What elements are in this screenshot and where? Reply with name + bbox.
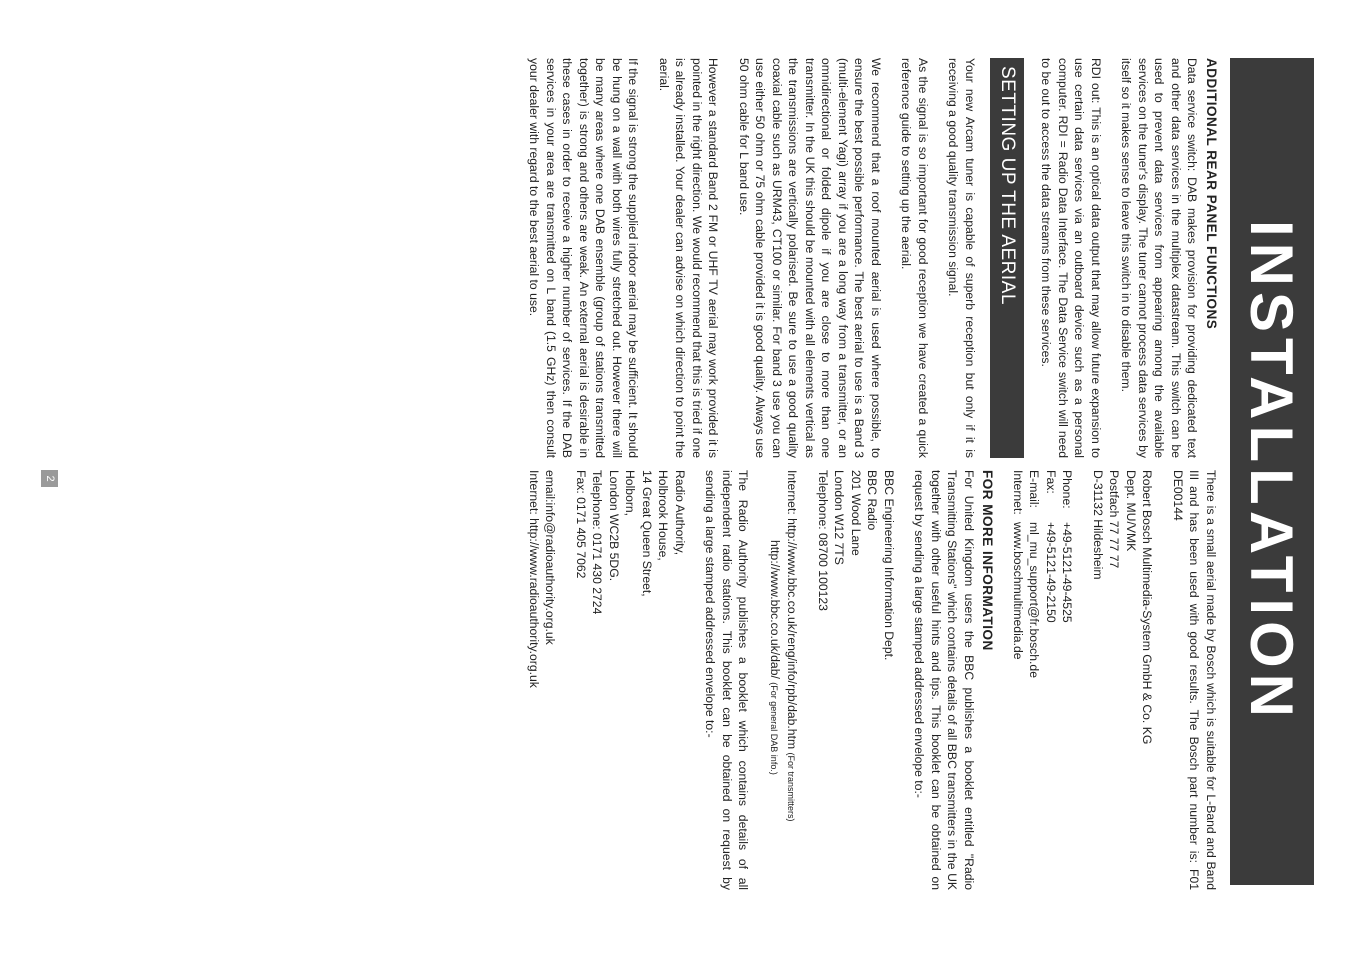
aerial-section-heading: SETTING UP THE AERIAL [990,58,1024,458]
contact-label: Fax: [1044,470,1058,494]
bbc-internet [766,470,801,890]
right-column [526,470,1220,890]
address-line: BBC Radio [865,470,880,531]
indoor-aerial-paragraph: If the signal is strong the supplied indoor aerial may be sufficient. It should be hung on a wall with both wires fully stretched out. However there will be many areas where one DAB ensemble (group of stations transmitted together) is strong and others are weak. An external aerial is desirable in these cases in order to receive a higher number of services. If the DAB services in your area are transmitted on L band (1.5 GHz) then consult your dealer with regard to the best aerial to use. [527,58,641,458]
address-line: London WC2B 5DG. [607,470,621,582]
rear-panel-heading: ADDITIONAL REAR PANEL FUNCTIONS [1204,58,1219,330]
address-line: 14 Great Queen Street, [640,470,654,597]
contact-row [1059,470,1076,890]
rdi-paragraph: RDI out: This is an optical data output that may allow future expansion to use certain data services via an outboard device such as a personal computer. RDI = Radio Data Interface. The Data Service switch will need to be out to access the data streams from these services. [1039,58,1103,458]
address-line: Telephone: 08700 100123 [816,470,830,611]
contact-value: +49-5121-49-2150 [1044,522,1058,623]
data-service-paragraph: Data service switch: DAB makes provision for providing dedicated text and other data services in the multiplex datastream. This switch can be used to prevent data services from appearing among the available services on the tuner's display. The tuner cannot process data services by itself so it makes sense to leave this switch in to disable them. [1119,58,1200,458]
ra-internet-link[interactable]: Internet: http://www.radioauthority.org.uk [527,470,541,688]
bbc-address [815,470,898,890]
contact-row [1043,470,1060,890]
address-line: Holbrook House, [656,470,671,561]
link-note: (For transmitters) [786,752,797,822]
radio-authority-address [573,470,689,890]
ra-email-link[interactable]: email:info@radioauthority.org.uk [543,470,558,645]
radio-authority-online [526,470,559,890]
contact-row [1010,470,1027,890]
page-title-banner: INSTALLATION [1230,58,1314,885]
contact-label: Phone: [1060,470,1075,509]
contact-label: Internet: [1011,470,1025,515]
internet-line [766,470,784,890]
aerial-intro-paragraph: Your new Arcam tuner is capable of superb reception but only if it is receiving a good quality transmission signal. [946,58,977,458]
left-column [512,58,1219,458]
standard-aerial-paragraph: However a standard Band 2 FM or UHF TV aerial may work provided it is pointed in the right direction. We would recommend that this is tried if one is already installed. Your dealer can advise on which direction to point the aerial. [657,58,721,458]
bosch-address [1090,470,1156,890]
contact-value: www.boschmultimedia.de [1011,522,1025,660]
signal-paragraph: As the signal is so important for good reception we have created a quick reference guide to setting up the aerial. [899,58,930,458]
address-line: Radio Authority, [673,470,687,556]
bbc-dab-link[interactable]: http://www.bbc.co.uk/dab/ [768,540,782,679]
address-line: London W12 7TS [832,470,847,565]
address-line: BBC Engineering Information Dept. [882,470,896,661]
internet-line [783,470,801,890]
address-line: Dept. MU/VMK [1124,470,1138,552]
page-number-badge: 2 [41,470,58,487]
contact-label: E-mail: [1027,470,1042,508]
link-note: (For general DAB info.) [769,682,779,775]
contact-value: +49-5121-49-4525 [1060,522,1075,623]
contact-value: ml_mu_support@fr.bosch.de [1027,522,1042,678]
roof-aerial-paragraph: We recommend that a roof mounted aerial is used where possible, to ensure the best possible performance. The best aerial to use is a Band 3 (multi-element Yagi) array if you are a long way from a transmitter, or an omnidirectional or folded dipole if you are close to more than one transmitter. In the UK this should be mounted with all elements vertical as the transmissions are vertically polarised. Be sure to use a good quality coaxial cable such as URM43, CT100 or similar. For band 3 use you can use either 50 ohm or 75 ohm cable provided it is good quality. Always use 50 ohm cable for L band use. [737,58,883,458]
address-line: Telephone: 0171 430 2724 [590,470,605,615]
radio-authority-paragraph: The Radio Authority publishes a booklet which contains details of all independent radio stations. This booklet can be obtained on request by sending a large stamped addressed envelope to:- [703,470,751,890]
address-line: Postfach 77 77 77 [1107,470,1122,569]
address-line: Holborn, [623,470,638,517]
address-line: Fax: 0171 405 7062 [574,470,588,579]
bbc-booklet-paragraph: For United Kingdom users the BBC publishes a booklet entitled "Radio Transmitting Stations" which contains details of all BBC transmitters in the UK together with other useful hints and tips. This booklet can be obtained on request by sending a large stamped addressed envelope to:- [912,470,976,890]
address-line: Robert Bosch Multimedia-System GmbH & Co. KG [1140,470,1155,745]
bbc-transmitters-link[interactable]: Internet: http://www.bbc.co.uk/reng/info/rpb/dab.htm [785,470,800,750]
bosch-aerial-paragraph: There is a small aerial made by Bosch which is suitable for L-Band and Band III and has been used with good results. The Bosch part number is: F01 DE00144 [1171,470,1218,890]
more-info-heading: FOR MORE INFORMATION [980,470,996,651]
bosch-contacts [1010,470,1076,890]
address-line: 201 Wood Lane [849,470,863,556]
contact-row [1026,470,1043,890]
address-line: D-31132 Hildesheim [1091,470,1105,580]
